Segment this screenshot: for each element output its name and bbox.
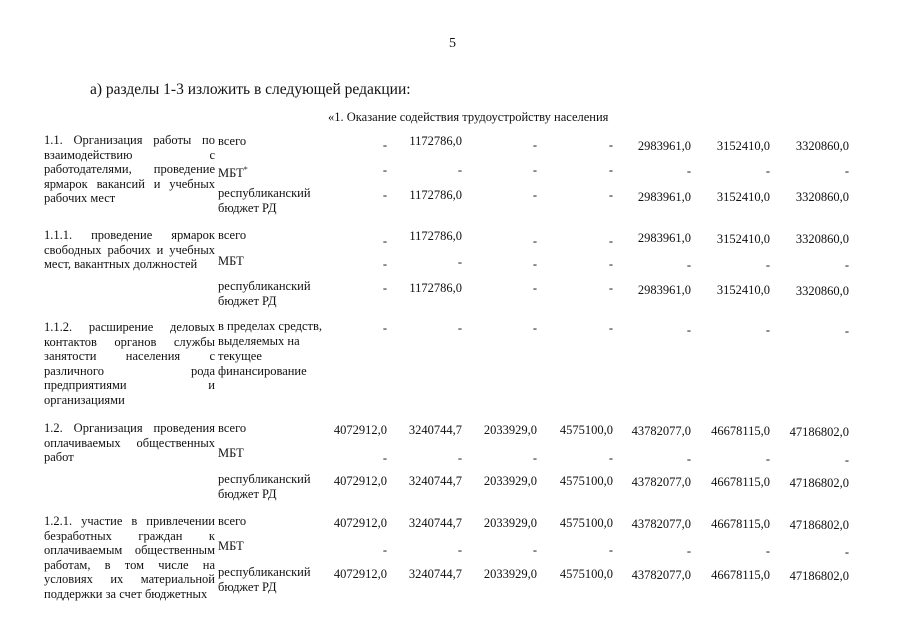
value-cell: -: [382, 188, 387, 202]
value-cell: 3240744,7: [408, 516, 462, 530]
value-cell: 43782077,0: [631, 424, 691, 438]
value-cell: 3320860,0: [795, 190, 849, 204]
value-cell: 46678115,0: [711, 424, 770, 438]
row-description: 1.2.1. участие в привлечении безработных граждан к оплачиваемым общественным работам, в том числе на условиях их материальной поддержки за счет бюджетных: [44, 514, 215, 601]
value-cell: -: [457, 163, 462, 177]
value-cell: 2033929,0: [483, 516, 537, 530]
value-cell: 4575100,0: [559, 423, 613, 437]
source-label: МБТ: [218, 254, 244, 268]
value-cell: -: [686, 544, 691, 558]
value-cell: -: [532, 451, 537, 465]
value-cell: -: [608, 321, 613, 335]
value-cell: -: [532, 543, 537, 557]
value-cell: 2033929,0: [483, 567, 537, 581]
source-label: всего: [218, 228, 247, 242]
value-cell: -: [765, 258, 770, 272]
value-cell: -: [686, 164, 691, 178]
source-label: МБТ: [218, 446, 244, 460]
value-cell: -: [382, 234, 387, 248]
value-cell: 43782077,0: [631, 517, 691, 531]
value-cell: -: [608, 138, 613, 152]
value-cell: 46678115,0: [711, 475, 770, 489]
value-cell: 4575100,0: [559, 516, 613, 530]
value-cell: -: [532, 138, 537, 152]
value-cell: -: [608, 163, 613, 177]
source-label: всего: [218, 421, 247, 435]
value-cell: 2983961,0: [637, 190, 691, 204]
value-cell: 1172786,0: [409, 229, 462, 243]
intro-text: а) разделы 1-3 изложить в следующей редакции:: [90, 81, 411, 98]
row-description: 1.1.1. проведение ярмарок свободных рабочих и учебных мест, вакантных должностей: [44, 228, 215, 271]
value-cell: -: [457, 255, 462, 269]
value-cell: -: [765, 323, 770, 337]
value-cell: 3240744,7: [408, 423, 462, 437]
value-cell: 3320860,0: [795, 232, 849, 246]
value-cell: -: [608, 257, 613, 271]
value-cell: 3152410,0: [716, 283, 770, 297]
value-cell: -: [686, 452, 691, 466]
value-cell: -: [382, 138, 387, 152]
section-title: «1. Оказание содействия трудоустройству населения: [328, 110, 609, 124]
value-cell: 2983961,0: [637, 139, 691, 153]
value-cell: -: [608, 188, 613, 202]
value-cell: -: [765, 544, 770, 558]
value-cell: 1172786,0: [409, 281, 462, 295]
source-label: республиканский бюджет РД: [218, 279, 311, 308]
value-cell: -: [844, 545, 849, 559]
value-cell: 3240744,7: [408, 567, 462, 581]
value-cell: -: [532, 257, 537, 271]
value-cell: 47186802,0: [789, 518, 849, 532]
value-cell: -: [608, 234, 613, 248]
value-cell: -: [532, 188, 537, 202]
value-cell: 3240744,7: [408, 474, 462, 488]
value-cell: -: [382, 281, 387, 295]
row-description: 1.1. Организация работы по взаимодействию с работодателями, проведение ярмарок вакансий и учебных рабочих мест: [44, 133, 215, 205]
value-cell: -: [457, 321, 462, 335]
value-cell: -: [844, 453, 849, 467]
value-cell: 4575100,0: [559, 567, 613, 581]
value-cell: -: [608, 281, 613, 295]
value-cell: -: [382, 321, 387, 335]
value-cell: -: [532, 234, 537, 248]
value-cell: -: [686, 258, 691, 272]
value-cell: 4575100,0: [559, 474, 613, 488]
source-label: МБТ*: [218, 165, 248, 181]
value-cell: 3320860,0: [795, 139, 849, 153]
value-cell: -: [457, 451, 462, 465]
source-label: в пределах средств, выделяемых на текущее финансирование: [218, 319, 322, 378]
value-cell: -: [532, 321, 537, 335]
value-cell: -: [686, 323, 691, 337]
value-cell: -: [765, 452, 770, 466]
value-cell: 3152410,0: [716, 232, 770, 246]
value-cell: 3152410,0: [716, 139, 770, 153]
value-cell: 4072912,0: [333, 423, 387, 437]
row-description: 1.1.2. расширение деловых контактов органов службы занятости населения с различного рода предприятиями и организациями: [44, 320, 215, 407]
value-cell: 47186802,0: [789, 425, 849, 439]
value-cell: -: [608, 451, 613, 465]
value-cell: 2033929,0: [483, 474, 537, 488]
value-cell: 47186802,0: [789, 476, 849, 490]
value-cell: -: [532, 163, 537, 177]
source-label: всего: [218, 514, 247, 528]
source-label: республиканский бюджет РД: [218, 565, 311, 594]
value-cell: -: [382, 451, 387, 465]
source-label: республиканский бюджет РД: [218, 186, 311, 215]
value-cell: 46678115,0: [711, 517, 770, 531]
value-cell: 1172786,0: [409, 188, 462, 202]
value-cell: 4072912,0: [333, 516, 387, 530]
value-cell: -: [608, 543, 613, 557]
value-cell: 1172786,0: [409, 134, 462, 148]
footnote-mark: *: [243, 165, 248, 174]
value-cell: 3152410,0: [716, 190, 770, 204]
value-cell: -: [532, 281, 537, 295]
value-cell: 2033929,0: [483, 423, 537, 437]
value-cell: -: [382, 163, 387, 177]
value-cell: 4072912,0: [333, 474, 387, 488]
value-cell: -: [457, 543, 462, 557]
value-cell: 2983961,0: [637, 231, 691, 245]
value-cell: -: [382, 543, 387, 557]
value-cell: -: [844, 324, 849, 338]
value-cell: 43782077,0: [631, 568, 691, 582]
value-cell: -: [765, 164, 770, 178]
value-cell: 2983961,0: [637, 283, 691, 297]
value-cell: 47186802,0: [789, 569, 849, 583]
source-label: республиканский бюджет РД: [218, 472, 311, 501]
page-number: 5: [449, 36, 456, 51]
value-cell: 3320860,0: [795, 284, 849, 298]
value-cell: 4072912,0: [333, 567, 387, 581]
value-cell: -: [382, 257, 387, 271]
source-label: всего: [218, 134, 247, 148]
row-description: 1.2. Организация проведения оплачиваемых общественных работ: [44, 421, 215, 464]
value-cell: -: [844, 258, 849, 272]
value-cell: 43782077,0: [631, 475, 691, 489]
value-cell: -: [844, 164, 849, 178]
source-label: МБТ: [218, 539, 244, 553]
value-cell: 46678115,0: [711, 568, 770, 582]
